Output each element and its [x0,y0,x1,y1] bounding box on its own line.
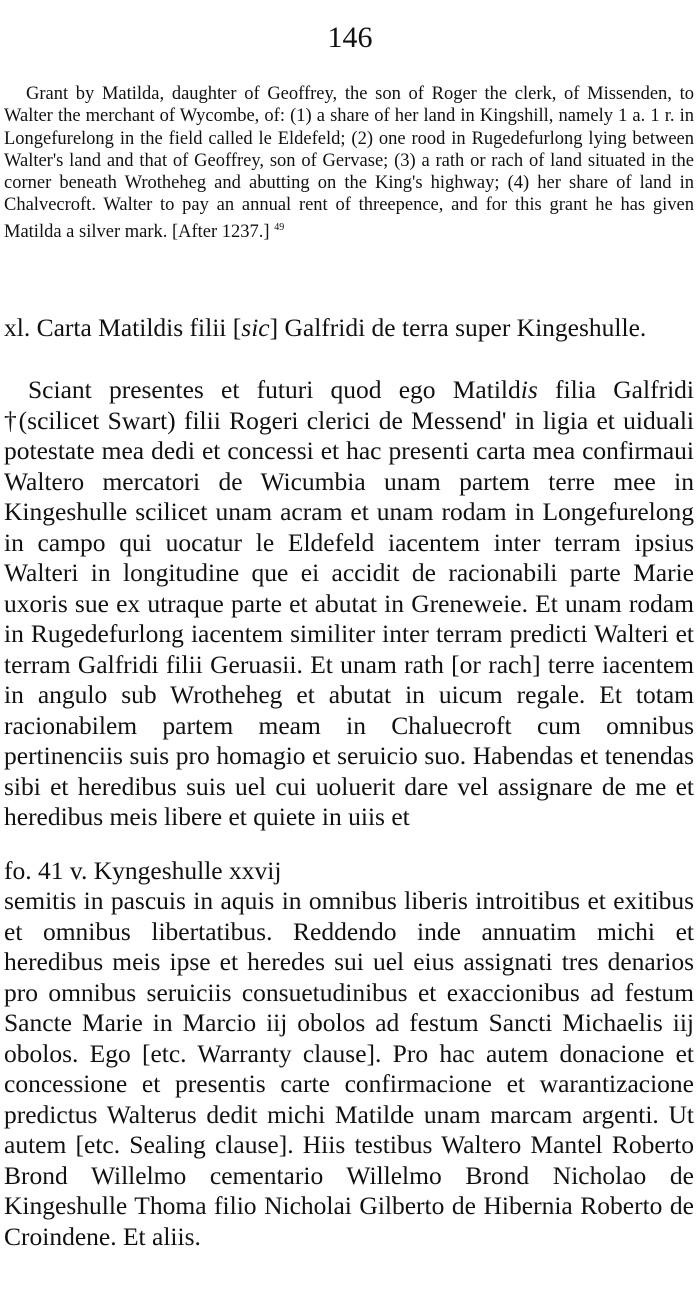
charter-body: filia Galfridi †(scilicet Swart) filii Rogeri clerici de Messend' in ligia et uiduali potestate mea dedi et concessi et hac presenti carta mea confirmaui Waltero mercatori de Wicumbia unam partem terre mee in Kingeshulle scilicet unam acram et unam rodam in Longefurelong in campo qui uocatur le Eldefeld iacentem inter terram ipsius Walteri in longitudine que ei accidit de racionabili parte Marie uxoris sue ex utraque parte et abutat in Greneweie. Et unam rodam in Rugedefurlong iacentem similiter inter terram predicti Walteri et terram Galfridi filii Geruasii. Et unam rath [or rach] terre iacentem in angulo sub Wrotheheg et abutat in uicum regale. Et totam racionabilem partem meam in Chaluecroft cum omnibus pertinenciis suis pro homagio et seruicio suo. Habendas et tenendas sibi et heredibus suis uel cui uoluerit dare vel assignare de me et heredibus meis libere et quiete in uiis et [4,375,694,831]
charter-opening: Sciant presentes et futuri quod ego Matild [28,375,521,404]
footnote-ref: 49 [274,221,285,233]
heading-sic: sic [241,313,270,342]
charter-text-continued: semitis in pascuis in aquis in omnibus liberis introitibus et exitibus et omnibus libertatibus. Reddendo inde annuatim michi et heredibus meis ipse et heredes sui uel eius assignati tres denarios pro omnibus seruiciis consuetudinibus et exaccionibus ad festum Sancte Marie in Marcio iij obolos ad festum Sancti Michaelis iij obolos. Ego [etc. Warranty clause]. Pro hac autem donacione et concessione et presentis carte confirmacione et warantizacione predictus Walterus dedit michi Matilde unam marcam argenti. Ut autem [etc. Sealing clause]. Hiis testibus Waltero Mantel Roberto Brond Willelmo cementario Willelmo Brond Nicholao de Kingeshulle Thoma filio Nicholai Gilberto de Hibernia Roberto de Croindene. Et aliis. [4,886,694,1251]
charter-text [4,375,694,833]
charter-heading [4,312,694,343]
heading-after: ] Galfridi de terra super Kingeshulle. [269,313,647,342]
summary-text: Grant by Matilda, daughter of Geoffrey, the son of Roger the clerk, of Missenden, to Walter the merchant of Wycombe, of: (1) a share of her land in Kingshill, namely 1 a. 1 r. in Longefurelong in the field called le Eldefeld; (2) one rood in Rugedefurlong lying between Walter's land and that of Geoffrey, son of Gervase; (3) a rath or rach of land situated in the corner beneath Wrotheheg and abutting on the King's highway; (4) her share of land in Chalvecroft. Walter to pay an annual rent of threepence, and for this grant he has given Matilda a silver mark. [After 1237.] [4,84,694,242]
heading-before: xl. Carta Matildis filii [ [4,313,242,342]
charter-italic-suffix: is [520,375,538,404]
english-summary [4,83,694,243]
page-number: 146 [327,21,373,54]
folio-marker: fo. 41 v. Kyngeshulle xxvij [4,856,282,885]
